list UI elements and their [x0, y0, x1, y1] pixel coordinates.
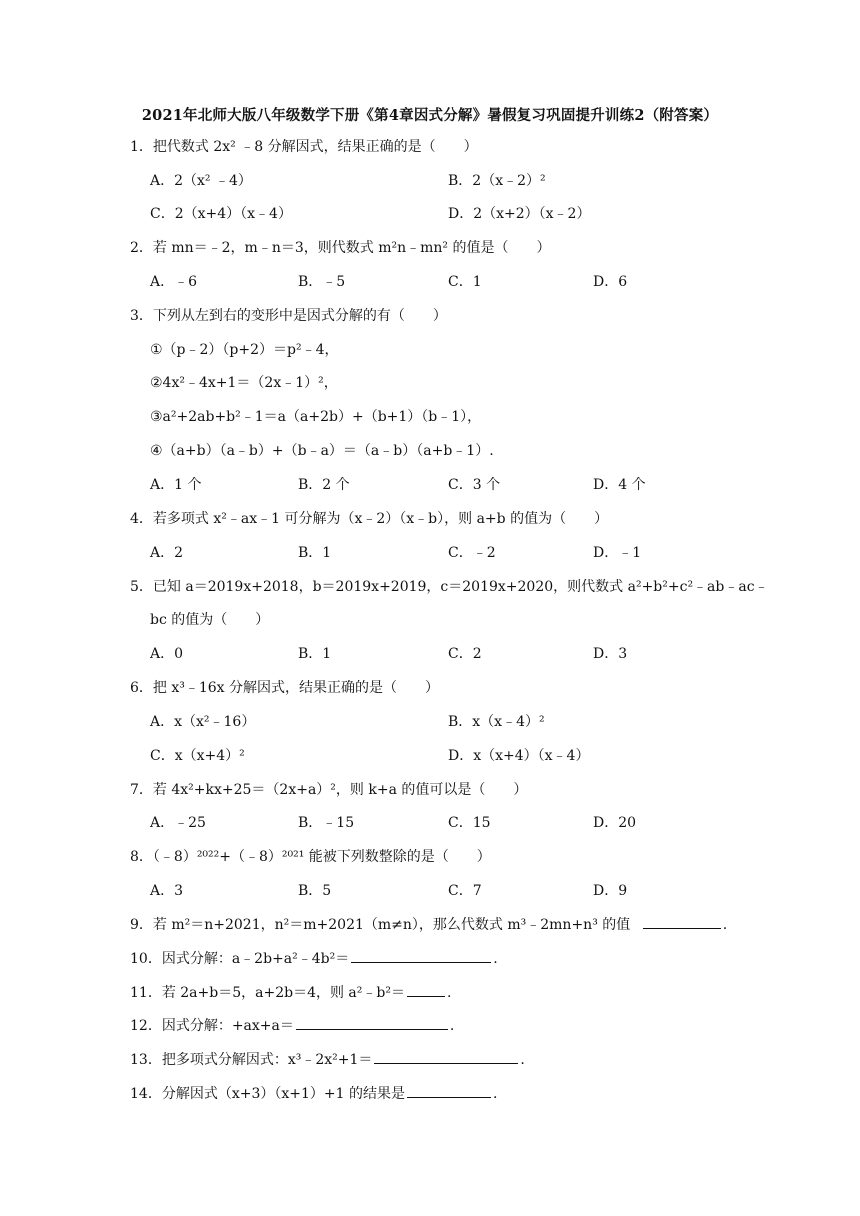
question-10-stem: 10．因式分解：a﹣2b+a²﹣4b²＝: [130, 951, 350, 967]
question-13-period: .: [520, 1052, 525, 1068]
question-11: [130, 982, 451, 1002]
question-14-period: .: [492, 1086, 498, 1102]
question-2-option-c: C．1: [448, 274, 482, 290]
question-1-option-a: A．2（x² ﹣4）: [150, 173, 252, 189]
question-8-option-c: C．7: [448, 883, 482, 899]
question-9-period: .: [722, 917, 728, 933]
question-5-option-b: B．1: [298, 646, 332, 662]
question-3-option-b: B．2 个: [298, 477, 350, 493]
answer-blank-11[interactable]: [407, 982, 445, 997]
question-12-stem: 12．因式分解：+ax+a＝: [130, 1018, 294, 1034]
question-2-option-d: D．6: [593, 274, 628, 290]
question-13-stem: 13．把多项式分解因式：x³﹣2x²+1＝: [130, 1052, 373, 1068]
question-3-option-d: D．4 个: [593, 477, 646, 493]
answer-blank-14[interactable]: [407, 1083, 491, 1098]
question-10-period: .: [493, 951, 498, 967]
question-8-option-b: B．5: [298, 883, 332, 899]
question-1-option-d: D．2（x+2）（x﹣2）: [448, 206, 591, 222]
question-3-item-2: ②4x²﹣4x+1＝（2x﹣1）²，: [150, 375, 338, 391]
question-7-option-d: D．20: [593, 815, 637, 831]
question-3-item-1: ①（p﹣2）（p+2）＝p²﹣4，: [150, 342, 339, 358]
question-10: [130, 948, 498, 968]
answer-blank-9[interactable]: [643, 914, 721, 929]
question-7-option-c: C．15: [448, 815, 491, 831]
question-9: [130, 914, 727, 934]
question-3-option-c: C．3 个: [448, 477, 501, 493]
question-4-option-a: A．2: [150, 545, 184, 561]
question-14-stem: 14．分解因式（x+3）（x+1）+1 的结果是: [130, 1086, 405, 1102]
question-2-option-a: A．﹣6: [150, 274, 198, 290]
question-7-option-b: B．﹣15: [298, 815, 355, 831]
answer-blank-12[interactable]: [296, 1015, 448, 1030]
question-1-stem: 1．把代数式 2x² ﹣8 分解因式，结果正确的是（ ）: [130, 139, 478, 155]
answer-blank-10[interactable]: [351, 948, 491, 963]
question-14: [130, 1083, 497, 1103]
question-4-option-c: C．﹣2: [448, 545, 496, 561]
question-1-option-b: B．2（x﹣2）²: [448, 173, 546, 189]
question-7-stem: 7．若 4x²+kx+25＝（2x+a）²，则 k+a 的值可以是（ ）: [130, 782, 528, 798]
question-12-period: .: [449, 1018, 455, 1034]
question-8-option-d: D．9: [593, 883, 628, 899]
question-3-item-4: ④（a+b）（a﹣b）+（b﹣a）＝（a﹣b）（a+b﹣1）.: [150, 443, 494, 459]
question-4-option-b: B．1: [298, 545, 332, 561]
document-title: 2021年北师大版八年级数学下册《第4章因式分解》暑假复习巩固提升训练2（附答案）: [141, 107, 719, 124]
question-5-option-d: D．3: [593, 646, 628, 662]
question-8-stem: 8．（﹣8）²⁰²²+（﹣8）²⁰²¹ 能被下列数整除的是（ ）: [130, 849, 491, 865]
question-13: [130, 1049, 525, 1069]
question-4-option-d: D．﹣1: [593, 545, 642, 561]
question-11-period: .: [446, 985, 452, 1001]
question-3-stem: 3．下列从左到右的变形中是因式分解的有（ ）: [130, 308, 447, 324]
question-6-option-a: A．x（x²﹣16）: [150, 714, 256, 730]
question-6-option-c: C．x（x+4）²: [150, 748, 245, 764]
question-7-option-a: A．﹣25: [150, 815, 206, 831]
question-2-option-b: B．﹣5: [298, 274, 346, 290]
question-9-stem: 9．若 m²＝n+2021，n²＝m+2021（m≠n），那么代数式 m³﹣2mn+n³ 的值: [130, 917, 631, 933]
question-1-option-c: C．2（x+4）（x﹣4）: [150, 206, 292, 222]
question-6-option-d: D．x（x+4）（x﹣4）: [448, 748, 590, 764]
question-4-stem: 4．若多项式 x²﹣ax﹣1 可分解为（x﹣2）（x﹣b），则 a+b 的值为（ ）: [130, 511, 609, 527]
question-5-stem-line-2: bc 的值为（ ）: [150, 612, 270, 628]
question-12: [130, 1015, 454, 1035]
question-5-option-c: C．2: [448, 646, 482, 662]
question-5-stem-line-1: 5．已知 a＝2019x+2018，b＝2019x+2019，c＝2019x+2020，则代数式 a²+b²+c²﹣ab﹣ac﹣: [130, 579, 769, 595]
question-8-option-a: A．3: [150, 883, 184, 899]
question-6-option-b: B．x（x﹣4）²: [448, 714, 545, 730]
question-3-item-3: ③a²+2ab+b²﹣1＝a（a+2b）+（b+1）（b﹣1），: [150, 409, 482, 425]
question-3-option-a: A．1 个: [150, 477, 202, 493]
answer-blank-13[interactable]: [374, 1049, 518, 1064]
question-6-stem: 6．把 x³﹣16x 分解因式，结果正确的是（ ）: [130, 680, 440, 696]
question-5-option-a: A．0: [150, 646, 184, 662]
question-11-stem: 11．若 2a+b＝5，a+2b＝4，则 a²﹣b²＝: [130, 985, 405, 1001]
question-2-stem: 2．若 mn＝﹣2，m﹣n＝3，则代数式 m²n﹣mn² 的值是（ ）: [130, 240, 551, 256]
